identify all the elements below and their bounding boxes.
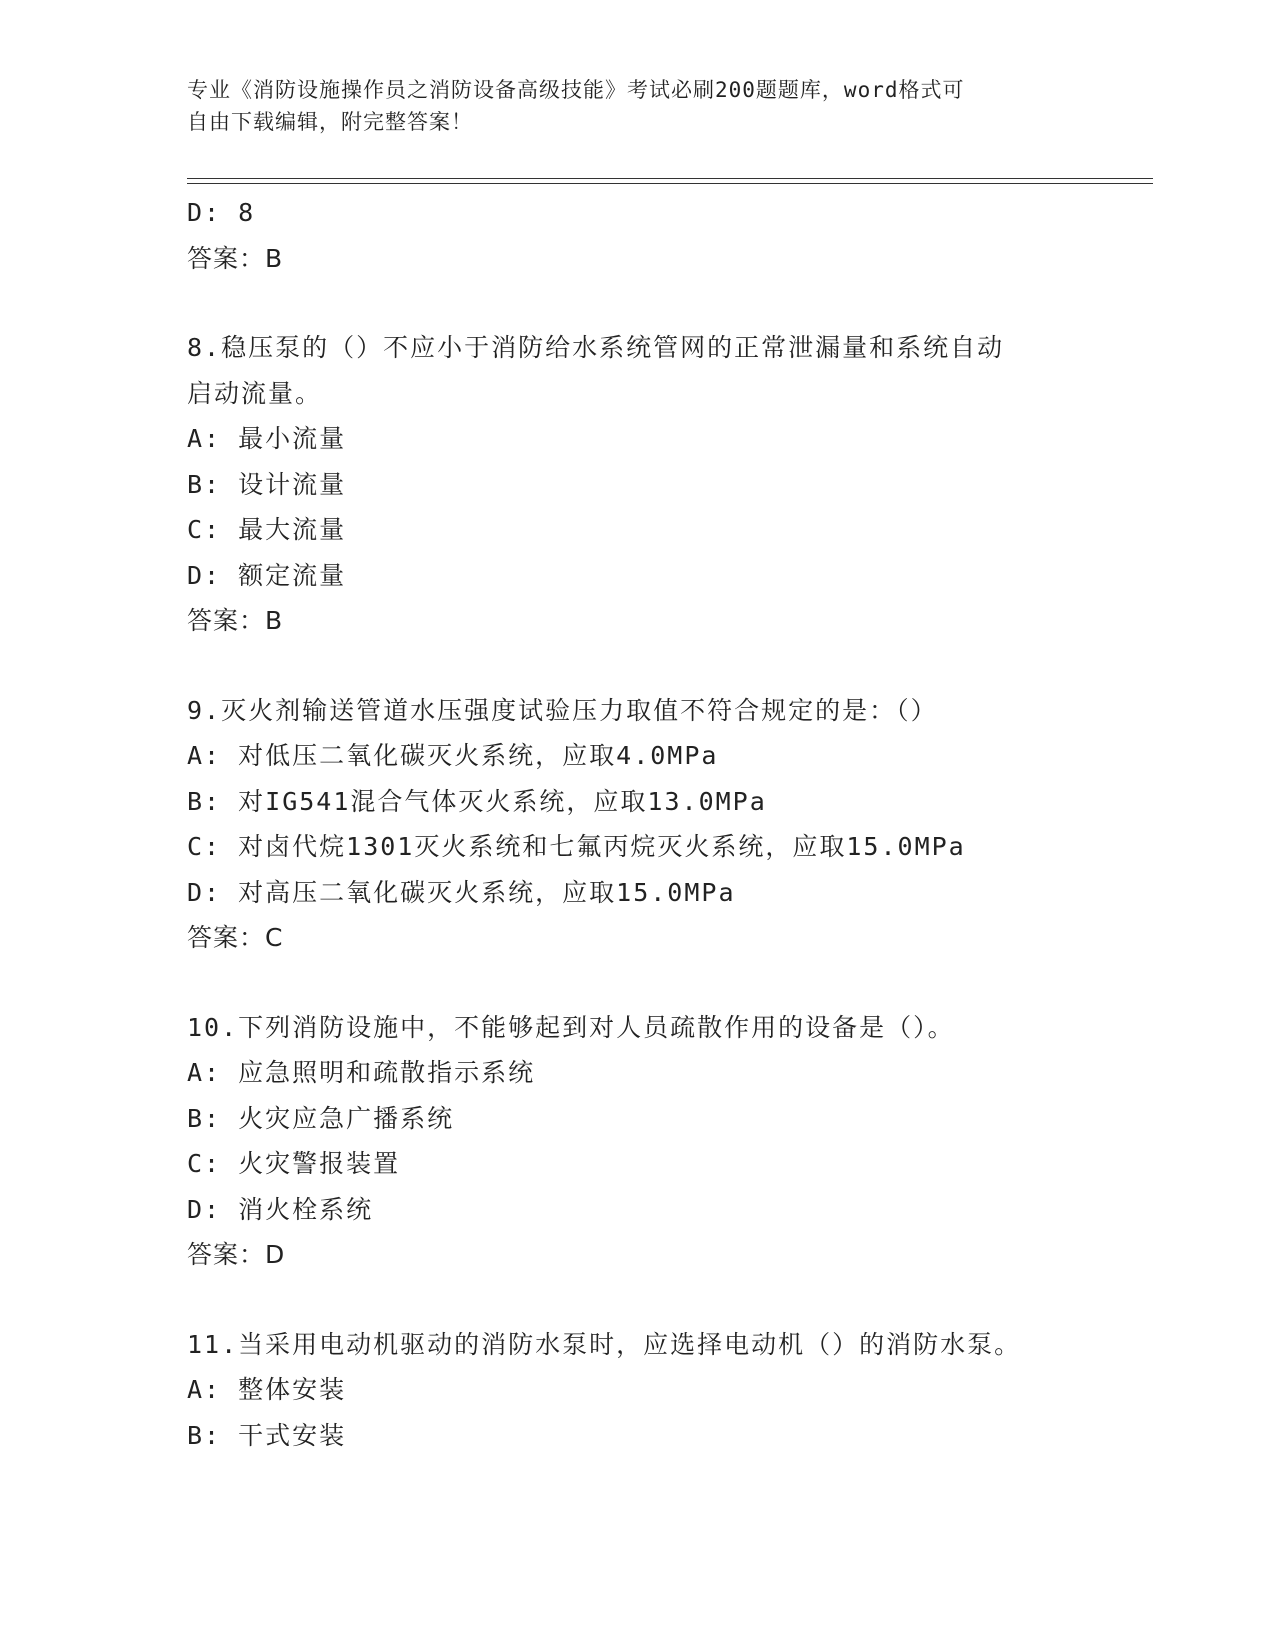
question-10 (187, 1005, 1087, 1278)
question-stem: 8.稳压泵的（）不应小于消防给水系统管网的正常泄漏量和系统自动 (187, 333, 1005, 362)
option-b: B: 设计流量 (187, 469, 347, 499)
option-a: A: 整体安装 (187, 1375, 347, 1404)
option-d: D: 消火栓系统 (187, 1194, 374, 1224)
document-header (187, 74, 1067, 138)
answer-label: 答案：C (187, 923, 284, 952)
question-stem: 10.下列消防设施中，不能够起到对人员疏散作用的设备是（）。 (187, 1012, 955, 1042)
option-b: B: 干式安装 (187, 1420, 347, 1450)
answer-label: 答案：D (187, 1240, 286, 1269)
option-a: A: 最小流量 (187, 424, 347, 453)
question-stem: 9.灭火剂输送管道水压强度试验压力取值不符合规定的是：（） (187, 695, 938, 725)
option-b: B: 火灾应急广播系统 (187, 1103, 455, 1133)
option-c: C: 最大流量 (187, 515, 347, 544)
question-list (187, 190, 1087, 1458)
option-d: D: 8 (187, 198, 256, 227)
header-line-1: 专业《消防设施操作员之消防设备高级技能》考试必刷200题题库，word格式可 (187, 78, 965, 102)
question-stem: 11.当采用电动机驱动的消防水泵时，应选择电动机（）的消防水泵。 (187, 1329, 1022, 1359)
header-divider-top (187, 178, 1153, 179)
option-d: D: 对高压二氧化碳灭火系统，应取15.0MPa (187, 877, 736, 907)
option-c: C: 对卤代烷1301灭火系统和七氟丙烷灭火系统，应取15.0MPa (187, 832, 966, 861)
option-a: A: 应急照明和疏散指示系统 (187, 1058, 536, 1087)
header-line-2: 自由下载编辑，附完整答案！ (187, 110, 473, 134)
question-8 (187, 325, 1087, 644)
option-a: A: 对低压二氧化碳灭火系统，应取4.0MPa (187, 741, 719, 770)
answer-label: 答案：B (187, 606, 284, 635)
question-7-tail (187, 190, 1087, 281)
answer-label: 答案：B (187, 243, 284, 273)
option-b: B: 对IG541混合气体灭火系统，应取13.0MPa (187, 786, 767, 816)
question-11 (187, 1322, 1087, 1459)
header-divider-bottom (187, 183, 1153, 184)
question-9 (187, 688, 1087, 961)
option-d: D: 额定流量 (187, 560, 347, 590)
question-stem-continued: 启动流量。 (187, 378, 323, 408)
option-c: C: 火灾警报装置 (187, 1149, 401, 1178)
